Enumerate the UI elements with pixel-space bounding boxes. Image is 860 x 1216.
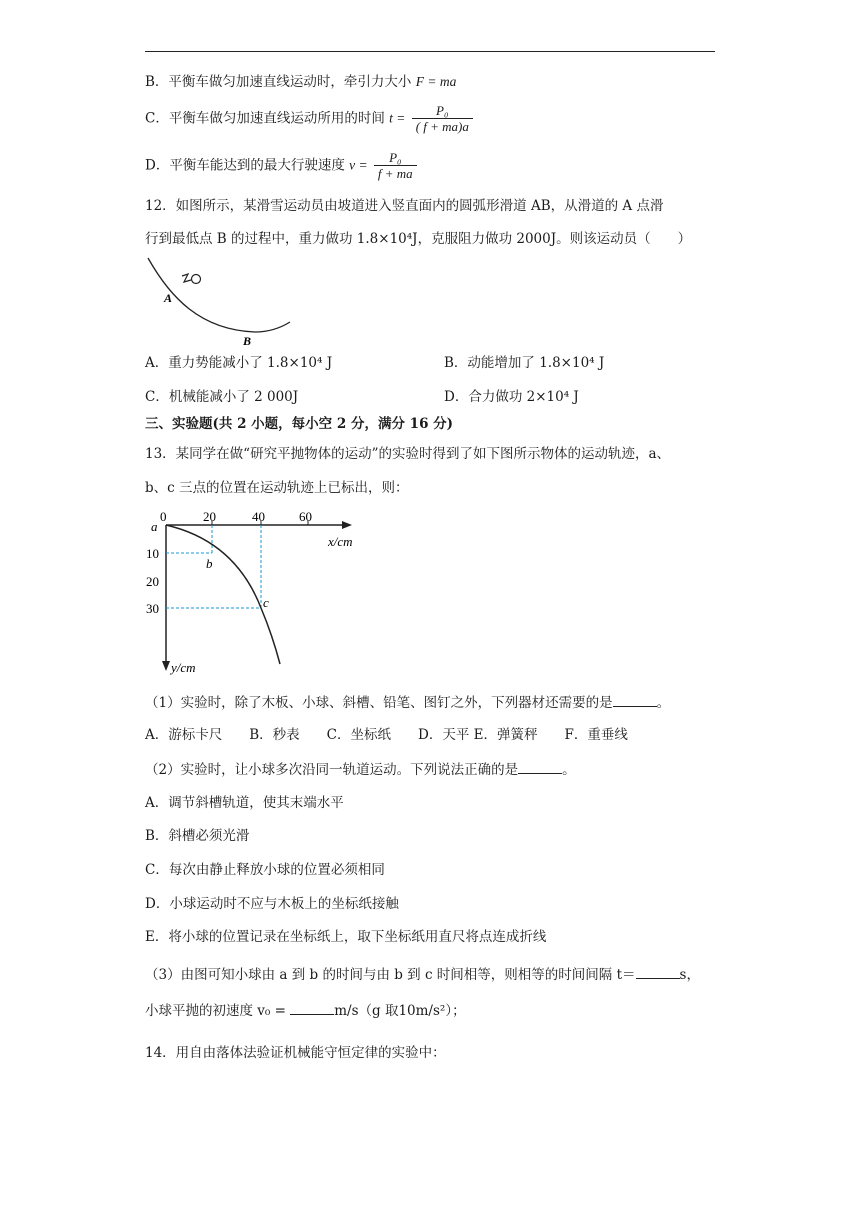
q11-option-b: B．平衡车做匀加速直线运动时，牵引力大小 F = ma: [145, 74, 457, 90]
point-a-label: a: [151, 519, 158, 534]
q12-stem-line2: 行到最低点 B 的过程中，重力做功 1.8×10⁴J，克服阻力做功 2000J。则该运动员（ ）: [145, 231, 692, 247]
q13-part3-velocity-blank[interactable]: [290, 1000, 334, 1015]
q12-option-d: D．合力做功 2×10⁴ J: [444, 389, 579, 405]
q13-part1-options: A．游标卡尺 B．秒表 C．坐标纸 D．天平 E．弹簧秤 F．重垂线: [145, 727, 628, 743]
q13-part2-option-a: A．调节斜槽轨道，使其末端水平: [145, 795, 344, 811]
q12-option-c: C．机械能减小了 2 000J: [145, 389, 299, 405]
skier-icon: [182, 274, 191, 282]
section3-title: 三、实验题(共 2 小题，每小空 2 分，满分 16 分): [145, 416, 454, 432]
fig-label-b: B: [243, 334, 252, 348]
q13-part1: （1）实验时，除了木板、小球、斜槽、铅笔、图钉之外，下列器材还需要的是 。: [145, 692, 670, 713]
q11-option-c-fraction: $\frac{\text{P₀}}{( f + ma)a}$: [412, 103, 473, 135]
x-axis-arrow-icon: [342, 521, 352, 529]
x-tick-0: 0: [160, 509, 167, 524]
y-tick-20: 20: [146, 574, 159, 589]
q13-part3-line1: （3）由图可知小球由 a 到 b 的时间与由 b 到 c 时间相等，则相等的时间间隔 t＝ s，: [145, 964, 700, 985]
q13-part2-option-c: C．每次由静止释放小球的位置必须相同: [145, 862, 385, 878]
q12-option-b: B．动能增加了 1.8×10⁴ J: [444, 355, 605, 371]
point-b-label: b: [206, 556, 213, 571]
q13-stem-line1: 13．某同学在做“研究平抛物体的运动”的实验时得到了如下图所示物体的运动轨迹，a、: [145, 446, 671, 462]
q11-option-d: D．平衡车能达到的最大行驶速度 v = $\frac{\text{P₀}}{f + ma}$: [145, 150, 419, 182]
q13-trajectory-graph: [140, 506, 370, 676]
q12-option-a: A．重力势能减小了 1.8×10⁴ J: [145, 355, 333, 371]
q13-part2-answer-blank[interactable]: [518, 759, 562, 774]
q13-part3-time-blank[interactable]: [636, 964, 680, 979]
q12-figure: [140, 252, 300, 348]
q13-part2-option-e: E．将小球的位置记录在坐标纸上，取下坐标纸用直尺将点连成折线: [145, 929, 547, 945]
q13-part2-option-d: D．小球运动时不应与木板上的坐标纸接触: [145, 896, 399, 912]
x-axis-label: x/cm: [328, 534, 353, 549]
skier-head-icon: [192, 275, 201, 284]
fig-label-a: A: [164, 291, 173, 305]
x-tick-40: 40: [252, 509, 265, 524]
x-tick-60: 60: [299, 509, 312, 524]
header-rule: [145, 51, 715, 52]
q11-option-d-fraction: $\frac{\text{P₀}}{f + ma}$: [374, 150, 417, 182]
q13-part2: （2）实验时，让小球多次沿同一轨道运动。下列说法正确的是 。: [145, 759, 576, 780]
q14-stem: 14．用自由落体法验证机械能守恒定律的实验中：: [145, 1045, 446, 1061]
q13-part2-option-b: B．斜槽必须光滑: [145, 828, 250, 844]
q13-stem-line2: b、c 三点的位置在运动轨迹上已标出，则：: [145, 480, 409, 496]
q13-part1-answer-blank[interactable]: [613, 692, 657, 707]
q12-stem-line1: 12．如图所示，某滑雪运动员由坡道进入竖直面内的圆弧形滑道 AB，从滑道的 A 点滑: [145, 198, 664, 214]
q13-part3-line2: 小球平抛的初速度 v₀ = m/s（g 取10m/s²）；: [145, 1000, 466, 1021]
x-tick-20: 20: [203, 509, 216, 524]
y-axis-label: y/cm: [171, 660, 196, 675]
y-axis-arrow-icon: [162, 661, 170, 671]
y-tick-10: 10: [146, 546, 159, 561]
point-c-label: c: [263, 595, 269, 610]
y-tick-30: 30: [146, 601, 159, 616]
q11-option-c: C．平衡车做匀加速直线运动所用的时间 t = $\frac{\text{P₀}}{( f + ma)a}$: [145, 103, 475, 135]
